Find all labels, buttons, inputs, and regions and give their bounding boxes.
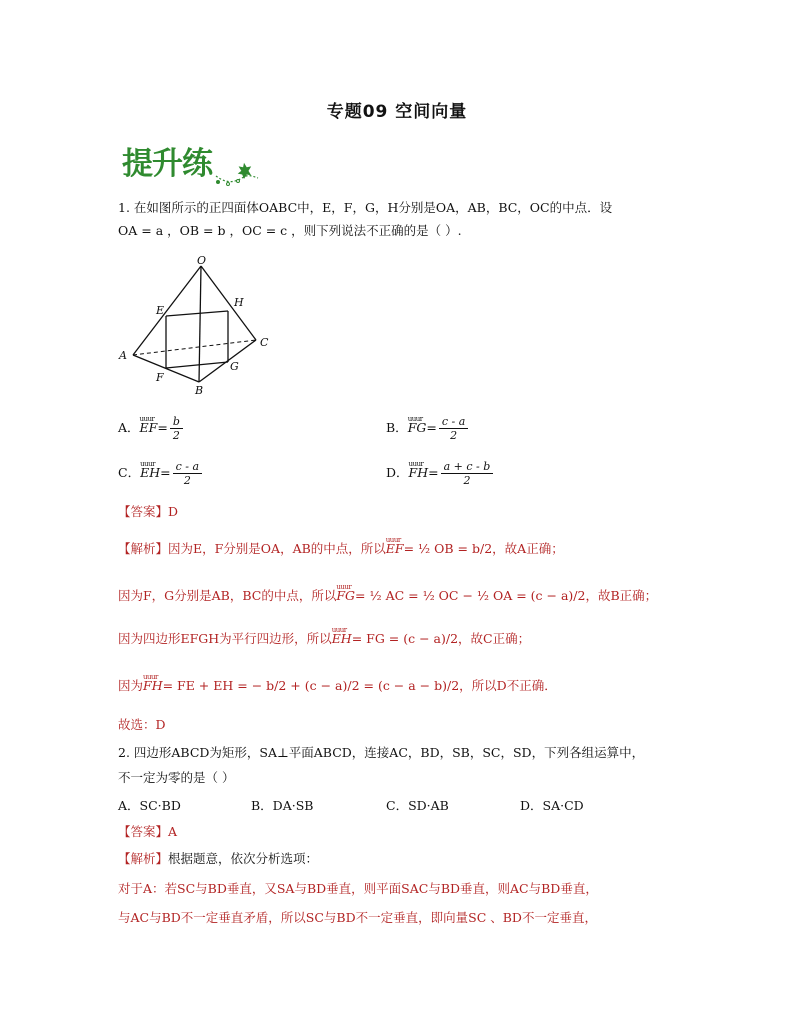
q1-exp4-formula: = FE + EH = − b/2 + (c − a)/2 = (c − a − b)/2	[162, 678, 460, 693]
q1-option-a-denominator: 2	[172, 429, 180, 442]
label-G: G	[230, 360, 239, 373]
q1-option-d-denominator: 2	[463, 474, 471, 487]
q1-exp3-suffix: ，故C正确；	[458, 631, 531, 646]
q1-explanation-line4	[118, 677, 557, 695]
q1-stem-line2: OA = a ，OB = b ，OC = c ，则下列说法不正确的是（ ）.	[118, 223, 462, 238]
label-F: F	[156, 371, 164, 384]
q2-stem-line1: 2. 四边形ABCD为矩形，SA⊥平面ABCD，连接AC，BD，SB，SC，SD，下列各组运算中，	[118, 745, 645, 760]
q1-option-c-denominator: 2	[183, 474, 191, 487]
q2-explanation-line1	[118, 850, 318, 868]
q1-option-b-denominator: 2	[450, 429, 458, 442]
q1-option-c-eq: =	[160, 465, 171, 480]
q1-explanation-line2	[118, 587, 657, 605]
q1-exp2-suffix: ，故B正确；	[585, 588, 658, 603]
q1-option-a-label: A．	[118, 420, 140, 435]
badge-label: 提升练	[122, 146, 212, 182]
q1-option-b-eq: =	[426, 420, 437, 435]
q1-option-d-eq: =	[428, 465, 439, 480]
q1-option-c-numerator: c - a	[173, 460, 202, 474]
label-H: H	[234, 296, 244, 309]
q1-explanation-line1	[118, 540, 564, 558]
q2-explanation-line3: 与AC与BD不一定垂直矛盾，所以SC与BD不一定垂直，即向量SC 、BD不一定垂直，	[118, 910, 597, 925]
q2-explanation-line2: 对于A：若SC与BD垂直，又SA与BD垂直，则平面SAC与BD垂直，则AC与BD垂直，	[118, 881, 598, 896]
q1-exp2-vector: uuur FG	[336, 587, 355, 605]
q2-answer: 【答案】A	[118, 824, 178, 839]
q2-option-b[interactable]: B．DA·SB	[251, 798, 314, 813]
q1-exp4-vector: uuur FH	[143, 677, 163, 695]
q1-exp1-suffix: ，故A正确；	[492, 541, 564, 556]
label-B: B	[195, 384, 204, 397]
q1-option-d-vector: uuur FH	[409, 464, 429, 482]
q1-option-d-numerator: a + c - b	[441, 460, 494, 474]
q2-option-c[interactable]: C．SD·AB	[386, 798, 449, 813]
q1-option-a-numerator: b	[170, 415, 183, 429]
segment-EH	[166, 311, 228, 316]
q1-exp3-formula: = FG = (c − a)/2	[351, 631, 459, 646]
q1-exp1-vector: uuur EF	[386, 540, 404, 558]
q1-option-b[interactable]	[386, 415, 470, 442]
q1-option-c-vector: uuur EH	[140, 464, 160, 482]
q1-option-c[interactable]	[118, 460, 204, 487]
q1-option-a-vector: uuur EF	[140, 419, 158, 437]
q2-stem-line2: 不一定为零的是（ ）	[118, 770, 235, 785]
q1-exp4-prefix: 因为	[118, 678, 144, 693]
q1-option-b-vector: uuur FG	[408, 419, 427, 437]
edge-AC-hidden	[133, 340, 256, 355]
label-E: E	[156, 304, 165, 317]
q1-exp2-prefix: 因为F，G分别是AB，BC的中点，所以	[118, 588, 337, 603]
q1-explanation-line3	[118, 630, 530, 648]
q2-explanation-prefix: 【解析】	[118, 851, 169, 866]
q1-exp3-prefix: 因为四边形EFGH为平行四边形，所以	[118, 631, 332, 646]
q1-exp3-vector: uuur EH	[332, 630, 352, 648]
q1-option-b-label: B．	[386, 420, 408, 435]
q1-choice: 故选：D	[118, 717, 166, 732]
q2-option-d[interactable]: D．SA·CD	[520, 798, 584, 813]
q1-exp1-prefix: 【解析】因为E，F分别是OA，AB的中点，所以	[118, 541, 386, 556]
tetrahedron-figure	[116, 252, 286, 397]
q1-stem-line1: 1. 在如图所示的正四面体OABC中，E，F，G，H分别是OA，AB，BC，OC的中点．设	[118, 200, 613, 215]
label-O: O	[197, 254, 207, 267]
q1-option-b-numerator: c - a	[439, 415, 468, 429]
q1-option-c-label: C．	[118, 465, 141, 480]
page-title: 专题09 空间向量	[326, 102, 468, 122]
q1-exp2-formula: = ½ AC = ½ OC − ½ OA = (c − a)/2	[355, 588, 586, 603]
q2-explanation-text: 根据题意，依次分析选项：	[168, 851, 319, 866]
label-A: A	[119, 349, 127, 362]
edge-OA	[133, 266, 201, 355]
q1-exp4-suffix: ，所以D不正确．	[459, 678, 557, 693]
q1-option-a[interactable]	[118, 415, 185, 442]
q1-option-d[interactable]	[386, 460, 495, 487]
q1-option-a-eq: =	[157, 420, 168, 435]
label-C: C	[260, 336, 269, 349]
q2-option-a[interactable]: A．SC·BD	[118, 798, 181, 813]
q1-answer: 【答案】D	[118, 504, 179, 519]
q1-option-d-label: D．	[386, 465, 409, 480]
q1-exp1-formula: = ½ OB = b/2	[403, 541, 493, 556]
